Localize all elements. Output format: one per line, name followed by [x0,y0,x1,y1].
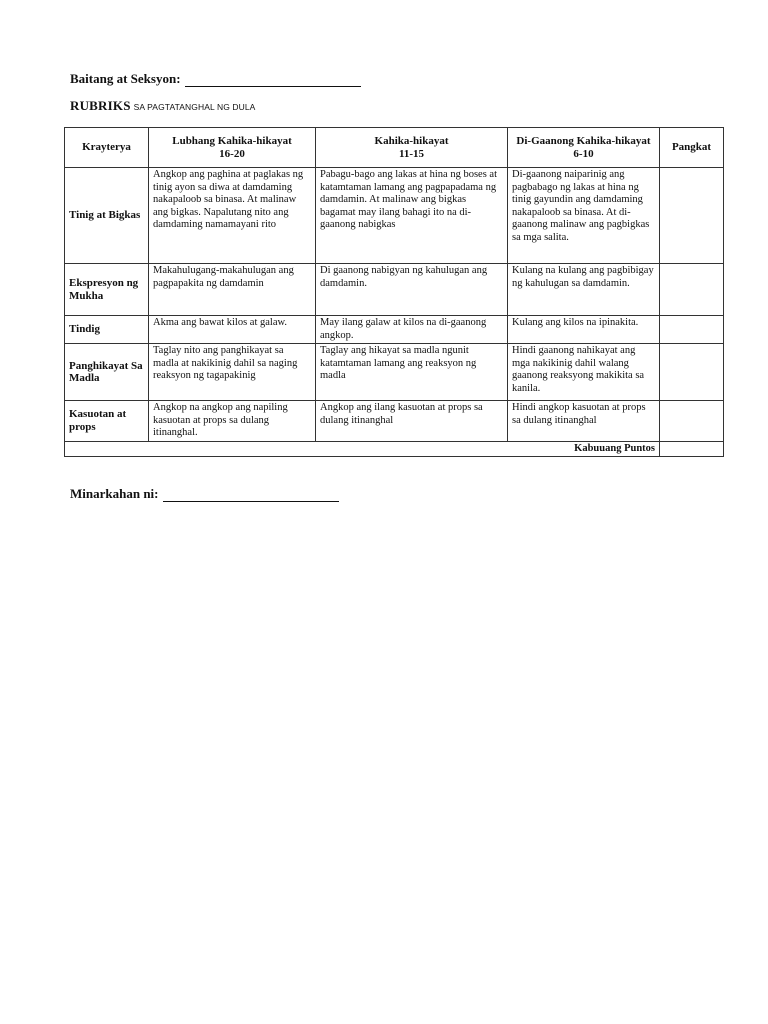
title-sub: SA PAGTATANGHAL NG DULA [133,102,256,112]
high-score-cell: Angkop na angkop ang napiling kasuotan at props sa dulang itinanghal. [149,401,316,442]
criterion-cell: Kasuotan at props [65,401,149,442]
column-label: Krayterya [82,141,131,154]
column-header-less-engaging [508,128,660,168]
group-score-cell[interactable] [660,344,724,401]
criterion-cell: Tindig [65,316,149,344]
table-row [65,264,724,316]
column-header-very-engaging [149,128,316,168]
low-score-cell: Di-gaanong naiparinig ang pagbabago ng lakas at hina ng tinig gayundin ang damdaming nakapaloob sa binasa. At di-gaanong malinaw ang pagbigkas sa mga salita. [508,168,660,264]
grade-section-field [70,71,361,87]
group-score-cell[interactable] [660,316,724,344]
table-row [65,316,724,344]
low-score-cell: Hindi angkop kasuotan at props sa dulang itinanghal [508,401,660,442]
high-score-cell: Akma ang bawat kilos at galaw. [149,316,316,344]
marked-by-field [70,486,339,502]
mid-score-cell: Di gaanong nabigyan ng kahulugan ang damdamin. [316,264,508,316]
table-row [65,344,724,401]
column-header-engaging [316,128,508,168]
column-points: 11-15 [398,147,425,160]
column-points: 6-10 [573,147,594,160]
table-row [65,168,724,264]
grade-section-label: Baitang at Seksyon: [70,71,181,86]
column-points: 16-20 [219,147,245,160]
column-header-criteria [65,128,149,168]
header-row [65,128,724,168]
criterion-cell: Panghikayat Sa Madla [65,344,149,401]
mid-score-cell: Taglay ang hikayat sa madla ngunit katamtaman lamang ang reaksyon ng madla [316,344,508,401]
page-title [70,98,255,114]
mid-score-cell: Pabagu-bago ang lakas at hina ng boses at katamtaman lamang ang pagpapadama ng damdamin. At malinaw ang bigkas bagamat may ilang bahagi ito na di-gaanong nabigkas [316,168,508,264]
column-header-group [660,128,724,168]
total-row [65,441,724,457]
high-score-cell: Makahulugang-makahulugan ang pagpapakita ng damdamin [149,264,316,316]
column-label: Di-Gaanong Kahika-hikayat [516,135,651,147]
mid-score-cell: Angkop ang ilang kasuotan at props sa dulang itinanghal [316,401,508,442]
low-score-cell: Kulang na kulang ang pagbibigay ng kahulugan sa damdamin. [508,264,660,316]
marked-by-label: Minarkahan ni: [70,486,159,501]
low-score-cell: Kulang ang kilos na ipinakita. [508,316,660,344]
mid-score-cell: May ilang galaw at kilos na di-gaanong angkop. [316,316,508,344]
criterion-cell: Ekspresyon ng Mukha [65,264,149,316]
column-label: Kahika-hikayat [374,135,449,147]
grade-section-blank[interactable] [185,74,361,87]
group-score-cell[interactable] [660,264,724,316]
group-score-cell[interactable] [660,401,724,442]
high-score-cell: Taglay nito ang panghikayat sa madla at nakikinig dahil sa naging reaksyon ng tagapakinig [149,344,316,401]
column-label: Pangkat [671,141,712,154]
table-row [65,401,724,442]
rubric-table [64,127,724,457]
total-value-cell[interactable] [660,441,724,457]
title-main: RUBRIKS [70,98,131,113]
column-label: Lubhang Kahika-hikayat [172,135,292,147]
high-score-cell: Angkop ang paghina at paglakas ng tinig ayon sa diwa at damdaming nakapaloob sa binasa. At malinaw ang bigkas. Napalutang nito ang damdaming namamayani rito [149,168,316,264]
low-score-cell: Hindi gaanong nahikayat ang mga nakikinig dahil walang gaanong reaksyong makikita sa kanila. [508,344,660,401]
total-label: Kabuuang Puntos [65,441,660,457]
marked-by-blank[interactable] [163,489,339,502]
group-score-cell[interactable] [660,168,724,264]
criterion-cell: Tinig at Bigkas [65,168,149,264]
